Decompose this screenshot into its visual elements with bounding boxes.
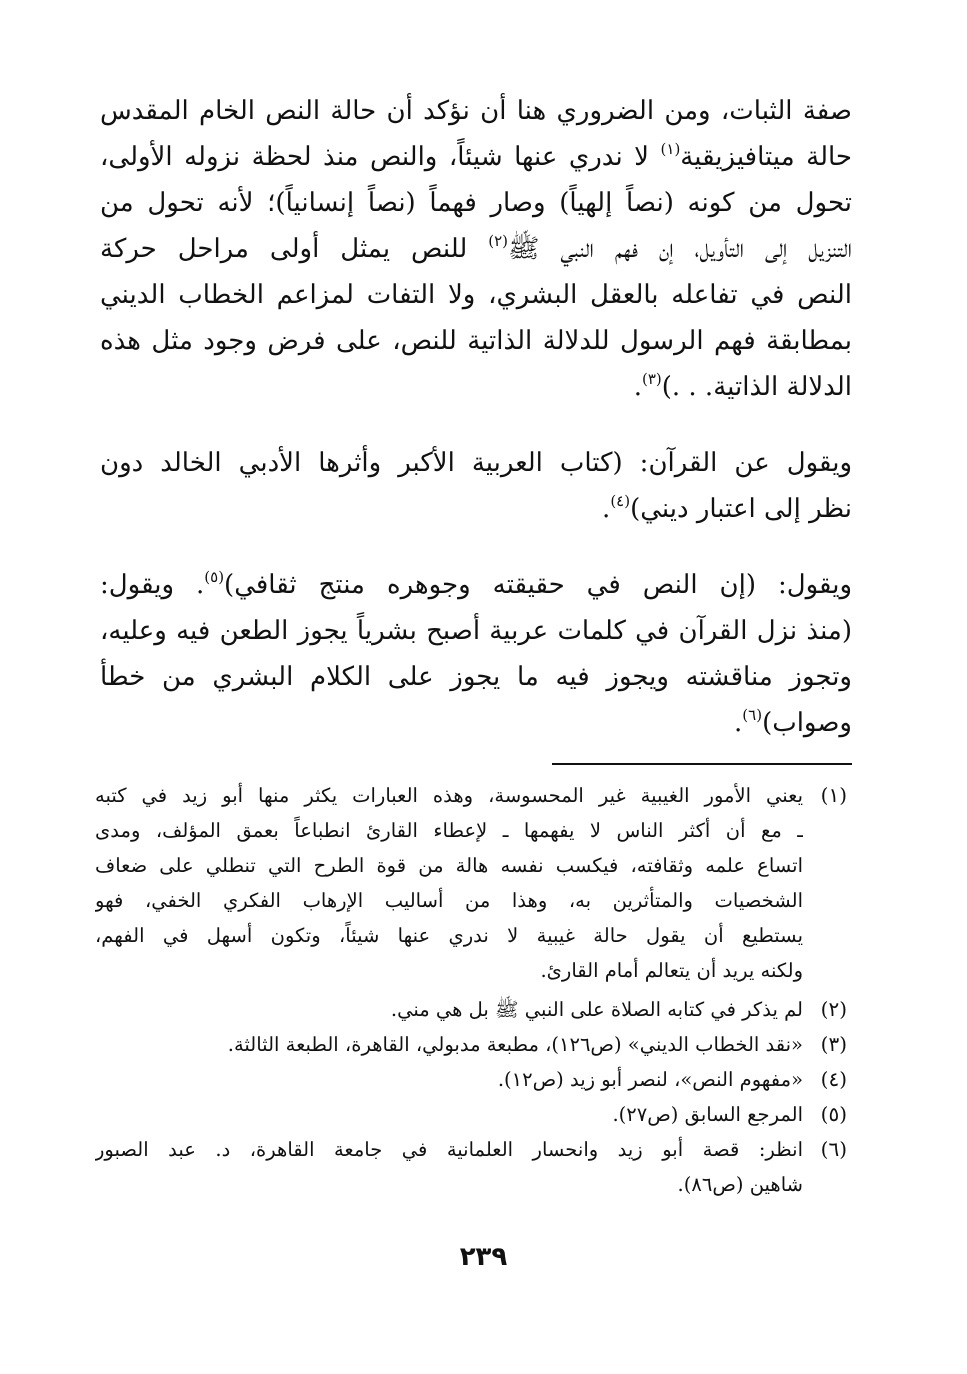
text-run: صفة الثبات، ومن الضروري هنا أن نؤكد أن حالة النص الخام المقدس [100, 96, 852, 126]
paragraph-gap [100, 532, 852, 562]
footnote-line: يعني الأمور الغيبية غير المحسوسة، وهذه العبارات يكثر منها أبو زيد في كتبه [95, 784, 803, 807]
footnote-line: لم يذكر في كتابه الصلاة على النبي ﷺ بل هي مني. [390, 998, 803, 1021]
footnote-line: ـ مع أن أكثر الناس لا يفهمها ـ لإعطاء القارئ انطباعاً بعمق المؤلف، ومدى [95, 819, 803, 842]
footnote-text [95, 1097, 803, 1132]
footnote-1 [95, 778, 847, 988]
footnote-ref-3[interactable]: (٣) [641, 370, 662, 388]
footnote-5 [95, 1097, 847, 1132]
text-run: الدلالة الذاتية. . .) [661, 372, 852, 402]
footnote-number: (٦) [820, 1137, 847, 1161]
footnote-text [95, 1062, 803, 1097]
footnote-text [95, 1132, 803, 1202]
footnote-ref-5[interactable]: (٥) [204, 568, 225, 586]
main-text [100, 88, 852, 746]
page-number: ٢٣٩ [459, 1242, 508, 1272]
paragraph-line [100, 88, 852, 134]
footnote-number: (٤) [820, 1067, 847, 1091]
footnote-ref-4[interactable]: (٤) [610, 492, 631, 510]
text-run: التنزيل إلى التأويل، إن فهم النبي ﷺ [507, 234, 852, 264]
paragraph-line [100, 318, 852, 364]
footnote-4 [95, 1062, 847, 1097]
footnote-line: «مفهوم النص»، لنصر أبو زيد (ص١٢). [497, 1068, 803, 1091]
footnote-line: ولكنه يريد أن يتعالم أمام القارئ. [540, 959, 803, 982]
footnote-divider [552, 763, 852, 765]
text-run: النص في تفاعله بالعقل البشري، ولا التفات لمزاعم الخطاب الديني [100, 280, 852, 310]
footnotes [95, 778, 847, 1202]
text-run: (منذ نزل القرآن في كلمات عربية أصبح بشرياً يجوز الطعن فيه وعليه، [100, 616, 852, 646]
paragraph-line [100, 562, 852, 608]
footnote-line: المرجع السابق (ص٢٧). [612, 1103, 803, 1126]
text-run: حالة ميتافيزيقية [680, 142, 852, 172]
footnote-number: (٢) [820, 997, 847, 1021]
footnote-line: يستطيع أن يقول حالة غيبية لا ندري عنها شيئاً، وتكون أسهل في الفهم، [95, 924, 803, 947]
paragraph-line [100, 180, 852, 226]
text-run: . [633, 372, 642, 402]
text-run: بمطابقة فهم الرسول للدلالة الذاتية للنص، على فرض وجود مثل هذه [100, 326, 852, 356]
footnote-line: الشخصيات والمتأثرين به، وهذا من أساليب الإرهاب الفكري الخفي، فهو [95, 889, 803, 912]
footnote-line: «نقد الخطاب الديني» (ص١٢٦)، مطبعة مدبولي، القاهرة، الطبعة الثالثة. [227, 1033, 803, 1056]
text-run: وصواب) [762, 708, 852, 738]
footnote-number: (٥) [820, 1102, 847, 1126]
footnote-ref-6[interactable]: (٦) [742, 706, 763, 724]
footnote-2 [95, 992, 847, 1027]
footnote-number: (٣) [820, 1032, 847, 1056]
footnote-ref-1[interactable]: (١) [660, 140, 681, 158]
footnote-text [95, 992, 803, 1027]
footnote-6 [95, 1132, 847, 1202]
footnote-3 [95, 1027, 847, 1062]
paragraph-line [100, 364, 852, 410]
paragraph-line [100, 134, 852, 180]
text-run: للنص يمثل أولى مراحل حركة [100, 234, 489, 264]
text-run: نظر إلى اعتبار ديني) [630, 494, 852, 524]
footnote-line: شاهين (ص٨٦). [677, 1173, 803, 1196]
paragraph-line [100, 226, 852, 272]
text-run: لا ندري عنها شيئاً، والنص منذ لحظة نزوله الأولى، [100, 142, 661, 172]
footnote-ref-2[interactable]: (٢) [488, 232, 508, 250]
paragraph-line [100, 700, 852, 746]
paragraph-line [100, 654, 852, 700]
text-run: وتجوز مناقشته ويجوز فيه ما يجوز على الكلام البشري من خطأ [100, 662, 852, 692]
paragraph-line [100, 486, 852, 532]
text-run: . ويقول: [100, 570, 205, 600]
text-run: . [602, 494, 611, 524]
text-run: ويقول عن القرآن: (كتاب العربية الأكبر وأثرها الأدبي الخالد دون [100, 448, 852, 478]
paragraph-line [100, 608, 852, 654]
paragraph-line [100, 272, 852, 318]
paragraph-line [100, 440, 852, 486]
footnote-line: انظر: قصة أبو زيد وانحسار العلمانية في جامعة القاهرة، د. عبد الصبور [95, 1138, 803, 1161]
footnote-line: اتساع علمه وثقافته، فيكسب نفسه هالة من قوة الطرح التي تنطلي على ضعاف [95, 854, 803, 877]
text-run: ويقول: (إن النص في حقيقته وجوهره منتج ثقافي) [224, 570, 852, 600]
footnote-number: (١) [820, 783, 847, 807]
text-run: . [734, 708, 743, 738]
text-run: تحول من كونه (نصاً إلهياً) وصار فهماً (نصاً إنسانياً)؛ لأنه تحول من [100, 188, 852, 218]
footnote-text [95, 1027, 803, 1062]
footnote-text [95, 778, 803, 988]
paragraph-gap [100, 410, 852, 440]
